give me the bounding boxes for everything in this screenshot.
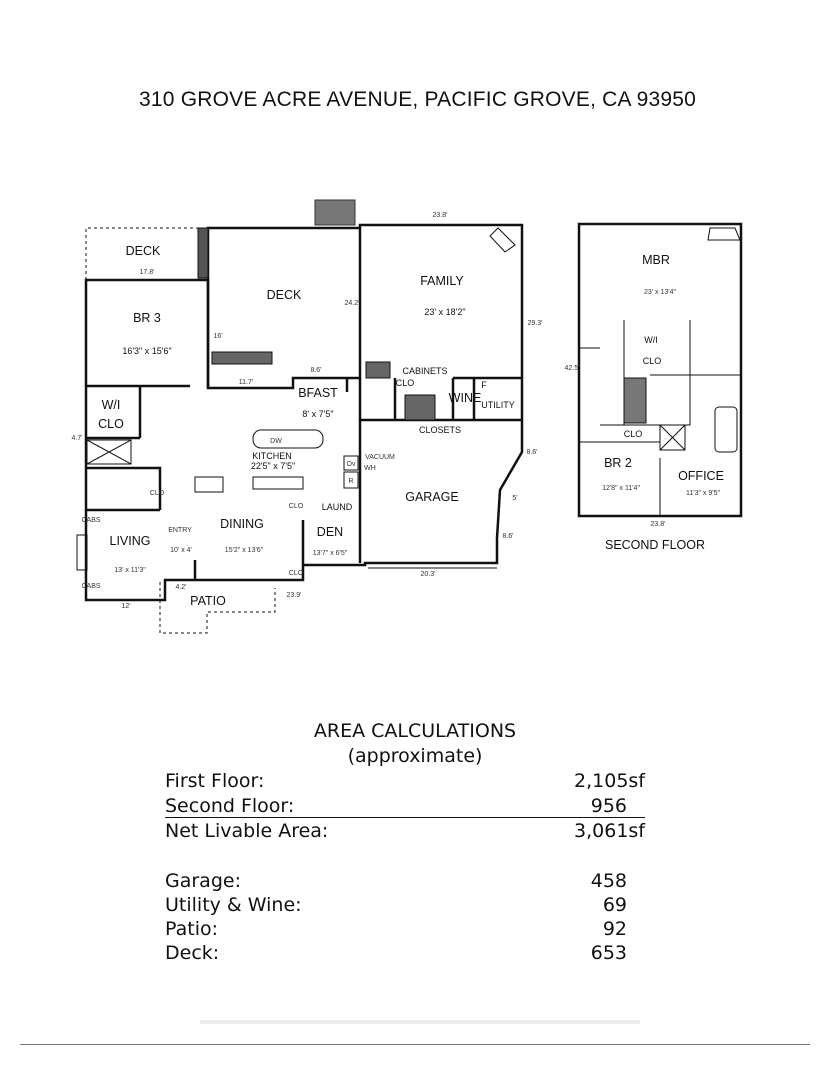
area-label: First Floor: (165, 770, 265, 792)
area-label: Garage: (165, 870, 241, 892)
label-clo-din: CLO (288, 503, 304, 510)
dim-kitchen: 22'5" x 7'5" (250, 461, 296, 471)
room-deck-mid: DECK (266, 288, 302, 302)
area-value: 2,105sf (574, 770, 645, 792)
label-clo-vert: CLO (395, 378, 415, 388)
area-row (165, 870, 645, 894)
room-garage: GARAGE (405, 490, 459, 504)
dim-br3: 16'3" x 15'6" (122, 346, 172, 356)
area-label: Deck: (165, 942, 220, 964)
dim-deck-bottom: 8.6' (310, 367, 322, 374)
second-floor-label: SECOND FLOOR (604, 538, 706, 552)
label-entry: ENTRY (168, 527, 192, 534)
room-wi-clo: CLO (98, 417, 124, 431)
area-value: 956 (590, 795, 627, 817)
dim-entry: 10' x 4' (170, 547, 192, 554)
dim-dining: 15'2" x 13'6" (224, 547, 264, 554)
area-value: 3,061sf (574, 820, 645, 842)
dim-family: 23' x 18'2" (424, 307, 466, 317)
dim-garage-bottom: 20.3' (420, 571, 436, 578)
label-wine: WINE (448, 391, 482, 405)
room-living: LIVING (109, 534, 151, 548)
sum-rule (165, 817, 645, 818)
dim-br2: 12'8" x 11'4" (602, 485, 640, 492)
page-title: 310 GROVE ACRE AVENUE, PACIFIC GROVE, CA 93950 (139, 88, 696, 111)
area-value: 69 (602, 894, 627, 916)
dim-bfast: 8' x 7'5" (302, 409, 334, 419)
label-dw: DW (270, 438, 282, 445)
label-f: F (481, 380, 487, 390)
room-br2: BR 2 (604, 456, 632, 470)
dim-family-side: 29.3' (527, 320, 543, 327)
label-cabs-top: CABS (81, 517, 101, 524)
area-row (165, 770, 645, 794)
room-laund: LAUND (321, 502, 353, 512)
label-vacuum: VACUUM (365, 454, 395, 461)
area-subheading: (approximate) (347, 745, 483, 767)
room-wi-2: W/I (644, 335, 658, 345)
dim-bottom: 23.9' (286, 592, 302, 599)
room-wi: W/I (101, 398, 121, 412)
dim-left: 4.7' (71, 435, 83, 442)
dim-family-top: 23.8' (432, 212, 448, 219)
room-mbr: MBR (642, 253, 670, 267)
label-wh: WH (364, 465, 376, 472)
dim-mbr: 23' x 13'4" (643, 289, 677, 296)
dim-den: 13'7" x 6'5" (312, 550, 348, 557)
dim-second-side: 42.5' (564, 365, 580, 372)
area-row (165, 820, 645, 844)
label-cabinets: CABINETS (402, 366, 448, 376)
room-family: FAMILY (420, 274, 464, 288)
dim-office: 11'3" x 9'5" (686, 490, 720, 497)
room-kitchen: KITCHEN (252, 451, 292, 461)
room-bfast: BFAST (298, 386, 338, 400)
room-wi-clo-2: CLO (642, 356, 662, 366)
area-label: Net Livable Area: (165, 820, 329, 842)
room-deck-left: DECK (125, 244, 161, 258)
area-heading: AREA CALCULATIONS (313, 720, 517, 742)
area-value: 92 (602, 918, 627, 940)
area-row (165, 795, 645, 819)
dim-garage-side3: 8.6' (502, 533, 514, 540)
room-clo-2: CLO (623, 429, 643, 439)
room-office: OFFICE (678, 469, 724, 483)
dim-patio: 4.2' (175, 584, 187, 591)
dim-living: 13' x 11'3" (114, 567, 146, 574)
faded-footer-text (200, 1020, 640, 1024)
room-den: DEN (316, 525, 344, 539)
dim-second-bottom: 23.8' (650, 521, 666, 528)
label-utility: UTILITY (481, 400, 515, 410)
dim-deck-side2: 24.2' (344, 300, 360, 307)
label-clo-den: CLO (288, 570, 304, 577)
area-value: 653 (590, 942, 627, 964)
label-cabs-bottom: CABS (81, 583, 101, 590)
area-row (165, 942, 645, 966)
room-dining: DINING (220, 517, 264, 531)
dim-deck-left: 17.8' (139, 269, 155, 276)
area-label: Second Floor: (165, 795, 295, 817)
area-row (165, 894, 645, 918)
dim-deck-bottom2: 11.7' (238, 379, 254, 386)
area-value: 458 (590, 870, 627, 892)
area-label: Patio: (165, 918, 219, 940)
dim-bottom-left: 12' (121, 603, 131, 610)
dim-deck-side: 16' (213, 333, 223, 340)
label-r: R (348, 478, 354, 485)
room-br3: BR 3 (133, 311, 161, 325)
area-row (165, 918, 645, 942)
label-closets: CLOSETS (418, 425, 462, 435)
dim-garage-side2: 5' (512, 495, 518, 502)
area-label: Utility & Wine: (165, 894, 302, 916)
room-patio: PATIO (190, 594, 226, 608)
dim-garage-side: 8.6' (526, 449, 538, 456)
footer-divider (20, 1044, 810, 1045)
label-clo-living: CLO (149, 490, 165, 497)
label-ov: Ov (346, 461, 356, 468)
